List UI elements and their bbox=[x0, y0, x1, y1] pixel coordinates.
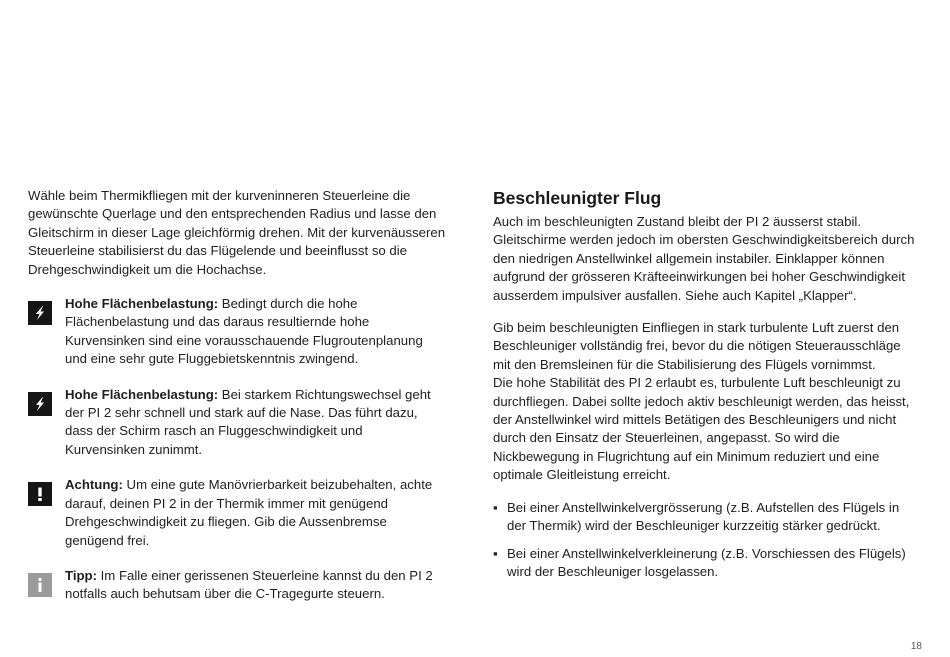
note-high-wing-loading-2 bbox=[28, 386, 446, 460]
bullet-list bbox=[493, 499, 917, 582]
lightning-icon bbox=[28, 392, 52, 416]
right-column bbox=[493, 187, 917, 590]
note-label: Hohe Flächenbelastung: bbox=[65, 296, 219, 312]
left-column bbox=[28, 187, 446, 621]
note-text: Im Falle einer gerissenen Steuerleine kannst du den PI 2 notfalls auch behutsam über die C-Tragegurte steuern. bbox=[65, 567, 433, 602]
note-high-wing-loading-1 bbox=[28, 295, 446, 369]
note-text: Um eine gute Manövrierbarkeit beizubehalten, achte darauf, deinen PI 2 in der Thermik immer mit genügend Drehgeschwindigkeit zu fliegen. Gib die Aussenbremse genügend frei. bbox=[65, 477, 433, 548]
list-item-text: Bei einer Anstellwinkelvergrösserung (z.B. Aufstellen des Flügels in der Thermik) wird der Beschleuniger kurzzeitig stärker gedrückt. bbox=[507, 499, 900, 534]
note-text: Bedingt durch die hohe Flächenbelastung und das daraus resultiernde hohe Kurvensinken sind eine vorausschauende Flugroutenplanung und eine sehr gute Fluggebietskenntnis zwingend. bbox=[65, 296, 423, 367]
bullet-icon: ▪ bbox=[493, 499, 498, 515]
info-icon bbox=[28, 573, 52, 597]
intro-paragraph: Wähle beim Thermikfliegen mit der kurveninneren Steuerleine die gewünschte Querlage und den entsprechenden Radius und lasse den Gleitschirm in dieser Lage gleichförmig drehen. Mit der kurvenäusseren Steuerleine stabilisierst du das Flügelende und beeinflusst so die Drehgeschwindigkeit um die Hochachse. bbox=[28, 188, 446, 277]
list-item bbox=[493, 499, 917, 536]
note-label: Tipp: bbox=[65, 567, 97, 583]
paragraph-stability: Auch im beschleunigten Zustand bleibt der PI 2 äusserst stabil. Gleitschirme werden jedoch im obersten Geschwindigkeitsbereich durch den niedrigen Anstellwinkel allgemein instabiler. Einklapper können aufgrund der grösseren Kräfteeinwirkungen bei hoher Geschwindigkeit ausserdem impulsiver ausfallen. Siehe auch Kapitel „Klapper“. bbox=[493, 214, 915, 303]
section-heading: Beschleunigter Flug bbox=[493, 188, 662, 208]
list-item-text: Bei einer Anstellwinkelverkleinerung (z.B. Vorschiessen des Flügels) wird der Beschleuniger losgelassen. bbox=[507, 545, 906, 579]
list-item bbox=[493, 545, 917, 582]
paragraph-active-acceleration: Die hohe Stabilität des PI 2 erlaubt es, turbulente Luft beschleunigt zu durchfliegen. Dabei sollte jedoch aktiv beschleunigt werden, das heisst, der Anstellwinkel wird mittels Betätigen des Beschleunigers und nicht durch den Einsatz der Steuerleinen, angepasst. So wird die Nickbewegung in Flugrichtung auf ein Minimum reduziert und eine optimale Gleitleistung erreicht. bbox=[493, 375, 910, 483]
page-number: 18 bbox=[910, 641, 922, 652]
note-tip bbox=[28, 567, 446, 604]
note-caution bbox=[28, 476, 446, 550]
paragraph-turbulence: Gib beim beschleunigten Einfliegen in stark turbulente Luft zuerst den Beschleuniger vollständig frei, bevor du die nötigen Steuerausschläge mit den Bremsleinen für die Stabilisierung des Flügels vornimmst. bbox=[493, 320, 901, 372]
note-text: Bei starkem Richtungswechsel geht der PI 2 sehr schnell und stark auf die Nase. Das führt dazu, dass der Schirm rasch an Fluggeschwindigkeit und Kurvensinken zunimmt. bbox=[65, 386, 431, 457]
exclamation-icon bbox=[28, 482, 52, 506]
lightning-icon bbox=[28, 301, 52, 325]
note-label: Hohe Flächenbelastung: bbox=[65, 386, 219, 402]
bullet-icon: ▪ bbox=[493, 545, 498, 561]
note-label: Achtung: bbox=[65, 477, 123, 493]
